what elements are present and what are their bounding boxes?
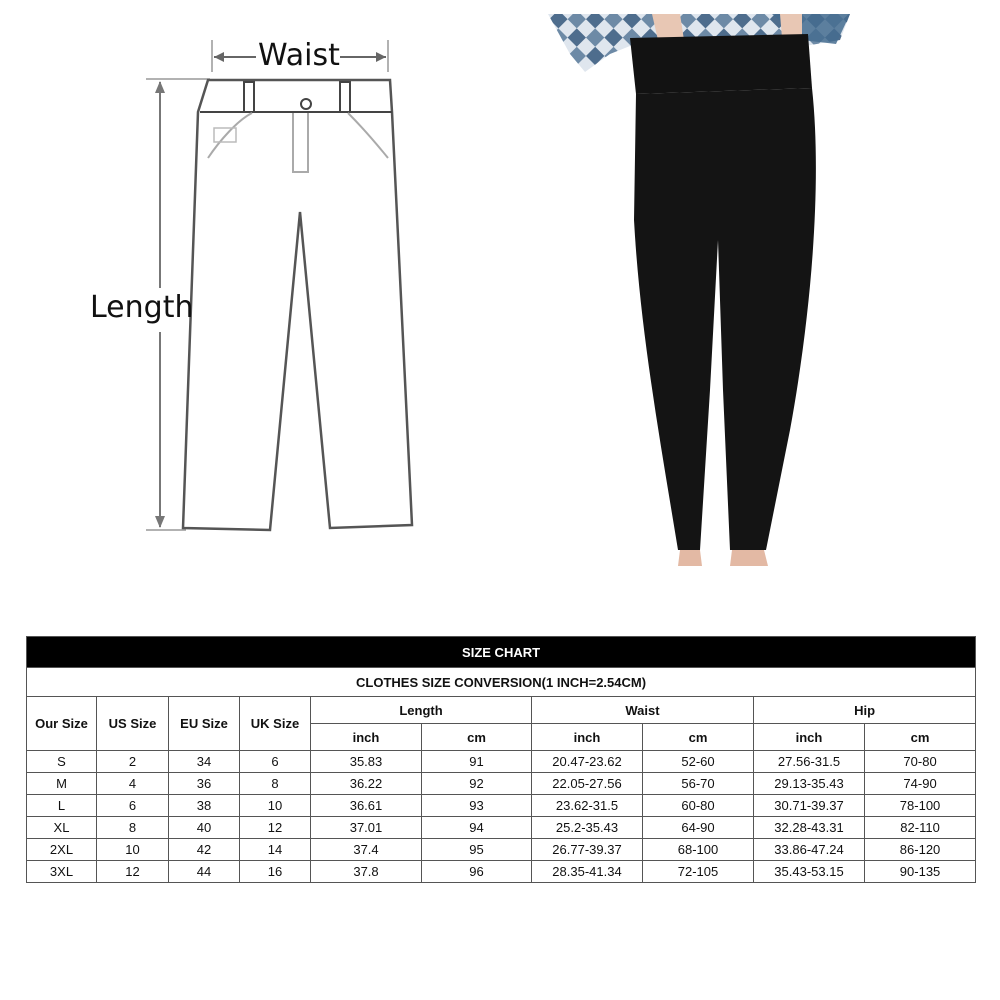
size-chart-table xyxy=(26,636,976,883)
cell-hip-inch: 33.86-47.24 xyxy=(754,839,865,861)
header-length: Length xyxy=(311,697,532,724)
cell-waist-cm: 56-70 xyxy=(643,773,754,795)
header-our-size: Our Size xyxy=(27,697,97,751)
size-chart-title: SIZE CHART xyxy=(27,637,976,668)
waist-label: Waist xyxy=(258,38,340,73)
header-waist-inch: inch xyxy=(532,724,643,751)
cell-length-cm: 91 xyxy=(422,751,532,773)
cell-uk-size: 16 xyxy=(240,861,311,883)
cell-hip-inch: 27.56-31.5 xyxy=(754,751,865,773)
cell-hip-inch: 30.71-39.37 xyxy=(754,795,865,817)
cell-waist-inch: 23.62-31.5 xyxy=(532,795,643,817)
cell-eu-size: 40 xyxy=(169,817,240,839)
header-hip-inch: inch xyxy=(754,724,865,751)
cell-length-cm: 94 xyxy=(422,817,532,839)
cell-waist-cm: 72-105 xyxy=(643,861,754,883)
cell-length-cm: 93 xyxy=(422,795,532,817)
header-length-cm: cm xyxy=(422,724,532,751)
cell-length-cm: 92 xyxy=(422,773,532,795)
table-row xyxy=(27,839,976,861)
cell-length-inch: 36.61 xyxy=(311,795,422,817)
header-length-inch: inch xyxy=(311,724,422,751)
cell-length-inch: 37.8 xyxy=(311,861,422,883)
cell-eu-size: 34 xyxy=(169,751,240,773)
cell-eu-size: 38 xyxy=(169,795,240,817)
header-eu-size: EU Size xyxy=(169,697,240,751)
cell-uk-size: 12 xyxy=(240,817,311,839)
pants-measurement-diagram xyxy=(0,0,520,560)
table-row xyxy=(27,795,976,817)
cell-us-size: 10 xyxy=(97,839,169,861)
cell-our-size: S xyxy=(27,751,97,773)
cell-waist-inch: 22.05-27.56 xyxy=(532,773,643,795)
cell-our-size: M xyxy=(27,773,97,795)
cell-hip-inch: 29.13-35.43 xyxy=(754,773,865,795)
cell-waist-inch: 20.47-23.62 xyxy=(532,751,643,773)
table-row xyxy=(27,861,976,883)
cell-waist-cm: 64-90 xyxy=(643,817,754,839)
cell-waist-inch: 25.2-35.43 xyxy=(532,817,643,839)
header-waist: Waist xyxy=(532,697,754,724)
cell-us-size: 8 xyxy=(97,817,169,839)
cell-uk-size: 6 xyxy=(240,751,311,773)
cell-hip-cm: 70-80 xyxy=(865,751,976,773)
cell-our-size: XL xyxy=(27,817,97,839)
cell-uk-size: 10 xyxy=(240,795,311,817)
cell-hip-cm: 90-135 xyxy=(865,861,976,883)
cell-length-inch: 37.01 xyxy=(311,817,422,839)
cell-us-size: 12 xyxy=(97,861,169,883)
header-hip: Hip xyxy=(754,697,976,724)
header-uk-size: UK Size xyxy=(240,697,311,751)
cell-hip-inch: 32.28-43.31 xyxy=(754,817,865,839)
cell-uk-size: 14 xyxy=(240,839,311,861)
size-chart-subtitle: CLOTHES SIZE CONVERSION(1 INCH=2.54CM) xyxy=(27,668,976,697)
length-label: Length xyxy=(90,290,194,325)
header-waist-cm: cm xyxy=(643,724,754,751)
cell-length-inch: 35.83 xyxy=(311,751,422,773)
cell-eu-size: 42 xyxy=(169,839,240,861)
header-us-size: US Size xyxy=(97,697,169,751)
cell-waist-cm: 52-60 xyxy=(643,751,754,773)
cell-length-inch: 37.4 xyxy=(311,839,422,861)
cell-waist-cm: 60-80 xyxy=(643,795,754,817)
cell-us-size: 6 xyxy=(97,795,169,817)
table-row xyxy=(27,817,976,839)
cell-us-size: 2 xyxy=(97,751,169,773)
leggings-product-photo xyxy=(540,10,860,570)
cell-waist-inch: 26.77-39.37 xyxy=(532,839,643,861)
cell-us-size: 4 xyxy=(97,773,169,795)
table-row xyxy=(27,773,976,795)
cell-our-size: 3XL xyxy=(27,861,97,883)
cell-eu-size: 36 xyxy=(169,773,240,795)
table-row xyxy=(27,751,976,773)
cell-length-cm: 95 xyxy=(422,839,532,861)
cell-our-size: L xyxy=(27,795,97,817)
header-hip-cm: cm xyxy=(865,724,976,751)
cell-uk-size: 8 xyxy=(240,773,311,795)
cell-waist-inch: 28.35-41.34 xyxy=(532,861,643,883)
cell-our-size: 2XL xyxy=(27,839,97,861)
cell-waist-cm: 68-100 xyxy=(643,839,754,861)
cell-hip-cm: 74-90 xyxy=(865,773,976,795)
cell-hip-cm: 86-120 xyxy=(865,839,976,861)
cell-hip-inch: 35.43-53.15 xyxy=(754,861,865,883)
cell-hip-cm: 78-100 xyxy=(865,795,976,817)
cell-eu-size: 44 xyxy=(169,861,240,883)
cell-length-cm: 96 xyxy=(422,861,532,883)
cell-length-inch: 36.22 xyxy=(311,773,422,795)
cell-hip-cm: 82-110 xyxy=(865,817,976,839)
